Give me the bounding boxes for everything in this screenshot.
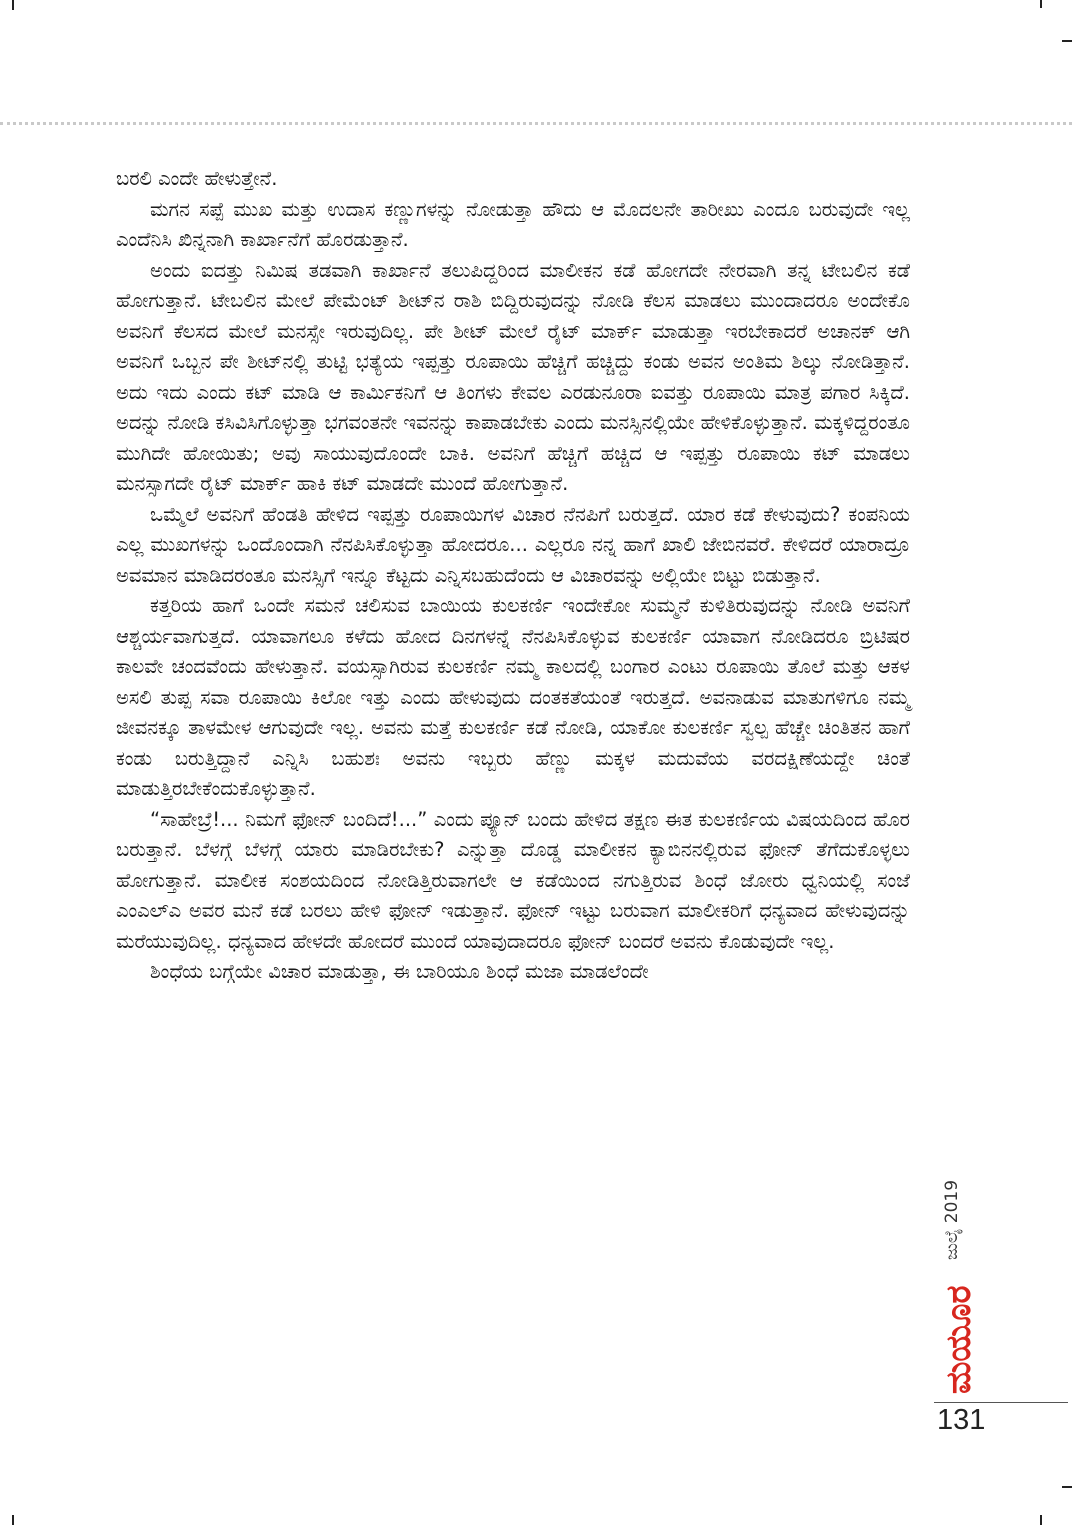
header-dotted-rule [0, 122, 1072, 125]
crop-mark-bottom-left [12, 1515, 14, 1525]
page-number: 131 [937, 1404, 986, 1436]
crop-mark-bottom-right-horizontal [1062, 1486, 1072, 1488]
paragraph: “ಸಾಹೇಬ್ರೆ!... ನಿಮಗೆ ಫೋನ್ ಬಂದಿದೆ!...” ಎಂದು ಪ್ಯೂನ್ ಬಂದು ಹೇಳಿದ ತಕ್ಷಣ ಈತ ಕುಲಕರ್ಣಿಯ ವಿಷಯದಿಂದ ಹೊರ ಬರುತ್ತಾನೆ. ಬೆಳಗ್ಗೆ ಬೆಳಗ್ಗೆ ಯಾರು ಮಾಡಿರಬೇಕು? ಎನ್ನುತ್ತಾ ದೊಡ್ಡ ಮಾಲೀಕನ ಕ್ಯಾಬಿನನಲ್ಲಿರುವ ಫೋನ್ ತೆಗೆದುಕೊಳ್ಳಲು ಹೋಗುತ್ತಾನೆ. ಮಾಲೀಕ ಸಂಶಯದಿಂದ ನೋಡಿತ್ತಿರುವಾಗಲೇ ಆ ಕಡೆಯಿಂದ ನಗುತ್ತಿರುವ ಶಿಂಧೆ ಜೋರು ಧ್ವನಿಯಲ್ಲಿ ಸಂಜೆ ಎಂಎಲ್ಎ ಅವರ ಮನೆ ಕಡೆ ಬರಲು ಹೇಳಿ ಫೋನ್ ಇಡುತ್ತಾನೆ. ಫೋನ್ ಇಟ್ಟು ಬರುವಾಗ ಮಾಲೀಕರಿಗೆ ಧನ್ಯವಾದ ಹೇಳುವುದನ್ನು ಮರೆಯುವುದಿಲ್ಲ. ಧನ್ಯವಾದ ಹೇಳದೇ ಹೋದರೆ ಮುಂದೆ ಯಾವುದಾದರೂ ಫೋನ್ ಬಂದರೆ ಅವನು ಕೊಡುವುದೇ ಇಲ್ಲ. [116, 807, 910, 953]
page-sidebar [928, 1110, 990, 1400]
article-body [116, 164, 910, 988]
issue-date: ಜುಲೈ 2019 [942, 1179, 962, 1260]
page-number-rule [934, 1402, 1068, 1403]
paragraph: ಅಂದು ಐದತ್ತು ನಿಮಿಷ ತಡವಾಗಿ ಕಾರ್ಖಾನೆ ತಲುಪಿದ್ದರಿಂದ ಮಾಲೀಕನ ಕಡೆ ಹೋಗದೇ ನೇರವಾಗಿ ತನ್ನ ಟೇಬಲಿನ ಕಡೆ ಹೋಗುತ್ತಾನೆ. ಟೇಬಲಿನ ಮೇಲೆ ಪೇಮೆಂಟ್ ಶೀಟ್‌ನ ರಾಶಿ ಬಿದ್ದಿರುವುದನ್ನು ನೋಡಿ ಕೆಲಸ ಮಾಡಲು ಮುಂದಾದರೂ ಅಂದೇಕೊ ಅವನಿಗೆ ಕೆಲಸದ ಮೇಲೆ ಮನಸ್ಸೇ ಇರುವುದಿಲ್ಲ. ಪೇ ಶೀಟ್ ಮೇಲೆ ರೈಟ್ ಮಾರ್ಕ್ ಮಾಡುತ್ತಾ ಇರಬೇಕಾದರೆ ಅಚಾನಕ್ ಆಗಿ ಅವನಿಗೆ ಒಬ್ಬನ ಪೇ ಶೀಟ್‌ನಲ್ಲಿ ತುಟ್ಟಿ ಭತ್ಯೆಯ ಇಪ್ಪತ್ತು ರೂಪಾಯಿ ಹೆಚ್ಚಿಗೆ ಹಚ್ಚಿದ್ದು ಕಂಡು ಅವನ ಅಂತಿಮ ಶಿಲ್ಕು ನೋಡಿತ್ತಾನೆ. ಅದು ಇದು ಎಂದು ಕಟ್ ಮಾಡಿ ಆ ಕಾರ್ಮಿಕನಿಗೆ ಆ ತಿಂಗಳು ಕೇವಲ ಎರಡುನೂರಾ ಐವತ್ತು ರೂಪಾಯಿ ಮಾತ್ರ ಪಗಾರ ಸಿಕ್ಕಿದೆ. ಅದನ್ನು ನೋಡಿ ಕಸಿವಿಸಿಗೊಳ್ಳುತ್ತಾ ಭಗವಂತನೇ ಇವನನ್ನು ಕಾಪಾಡಬೇಕು ಎಂದು ಮನಸ್ಸಿನಲ್ಲಿಯೇ ಹೇಳಿಕೊಳ್ಳುತ್ತಾನೆ. ಮಕ್ಕಳಿದ್ದರಂತೂ ಮುಗಿದೇ ಹೋಯಿತು; ಅವು ಸಾಯುವುದೊಂದೇ ಬಾಕಿ. ಅವನಿಗೆ ಹೆಚ್ಚಿಗೆ ಹಚ್ಚಿದ ಆ ಇಪ್ಪತ್ತು ರೂಪಾಯಿ ಕಟ್ ಮಾಡಲು ಮನಸ್ಸಾಗದೇ ರೈಟ್ ಮಾರ್ಕ್ ಹಾಕಿ ಕಟ್ ಮಾಡದೇ ಮುಂದೆ ಹೋಗುತ್ತಾನೆ. [116, 258, 910, 495]
crop-mark-bottom-right-vertical [1040, 1515, 1042, 1525]
crop-mark-top-right-horizontal [1062, 40, 1072, 42]
paragraph: ಕತ್ತರಿಯ ಹಾಗೆ ಒಂದೇ ಸಮನೆ ಚಲಿಸುವ ಬಾಯಿಯ ಕುಲಕರ್ಣಿ ಇಂದೇಕೋ ಸುಮ್ಮನೆ ಕುಳಿತಿರುವುದನ್ನು ನೋಡಿ ಅವನಿಗೆ ಆಶ್ಚರ್ಯವಾಗುತ್ತದೆ. ಯಾವಾಗಲೂ ಕಳೆದು ಹೋದ ದಿನಗಳನ್ನೆ ನೆನಪಿಸಿಕೊಳ್ಳುವ ಕುಲಕರ್ಣಿ ಯಾವಾಗ ನೋಡಿದರೂ ಬ್ರಿಟಿಷರ ಕಾಲವೇ ಚಂದವೆಂದು ಹೇಳುತ್ತಾನೆ. ವಯಸ್ಸಾಗಿರುವ ಕುಲಕರ್ಣಿ ನಮ್ಮ ಕಾಲದಲ್ಲಿ ಬಂಗಾರ ಎಂಟು ರೂಪಾಯಿ ತೊಲೆ ಮತ್ತು ಆಕಳ ಅಸಲಿ ತುಪ್ಪ ಸವಾ ರೂಪಾಯಿ ಕಿಲೋ ಇತ್ತು ಎಂದು ಹೇಳುವುದು ದಂತಕತೆಯಂತೆ ಇರುತ್ತದೆ. ಅವನಾಡುವ ಮಾತುಗಳಿಗೂ ನಮ್ಮ ಜೀವನಕ್ಕೂ ತಾಳಮೇಳ ಆಗುವುದೇ ಇಲ್ಲ. ಅವನು ಮತ್ತೆ ಕುಲಕರ್ಣಿ ಕಡೆ ನೋಡಿ, ಯಾಕೋ ಕುಲಕರ್ಣಿ ಸ್ವಲ್ಪ ಹೆಚ್ಚೇ ಚಿಂತಿತನ ಹಾಗೆ ಕಂಡು ಬರುತ್ತಿದ್ದಾನೆ ಎನ್ನಿಸಿ ಬಹುಶಃ ಅವನು ಇಬ್ಬರು ಹೆಣ್ಣು ಮಕ್ಕಳ ಮದುವೆಯ ವರದಕ್ಷಿಣೆಯದ್ದೇ ಚಿಂತೆ ಮಾಡುತ್ತಿರಬೇಕೆಂದುಕೊಳ್ಳುತ್ತಾನೆ. [116, 594, 910, 800]
paragraph: ಶಿಂಧೆಯ ಬಗ್ಗೆಯೇ ವಿಚಾರ ಮಾಡುತ್ತಾ, ಈ ಬಾರಿಯೂ ಶಿಂಧೆ ಮಜಾ ಮಾಡಲೆಂದೇ [150, 960, 649, 983]
paragraph: ಮಗನ ಸಪ್ಪೆ ಮುಖ ಮತ್ತು ಉದಾಸ ಕಣ್ಣುಗಳನ್ನು ನೋಡುತ್ತಾ ಹೌದು ಆ ಮೊದಲನೇ ತಾರೀಖು ಎಂದೂ ಬರುವುದೇ ಇಲ್ಲ ಎಂದೆನಿಸಿ ಖಿನ್ನನಾಗಿ ಕಾರ್ಖಾನೆಗೆ ಹೊರಡುತ್ತಾನೆ. [116, 197, 910, 251]
crop-mark-top-right-vertical [1040, 0, 1042, 8]
magazine-logo: ಮಯೂರ [939, 1285, 979, 1395]
paragraph: ಒಮ್ಮೆಲೆ ಅವನಿಗೆ ಹೆಂಡತಿ ಹೇಳಿದ ಇಪ್ಪತ್ತು ರೂಪಾಯಿಗಳ ವಿಚಾರ ನೆನಪಿಗೆ ಬರುತ್ತದೆ. ಯಾರ ಕಡೆ ಕೇಳುವುದು? ಕಂಪನಿಯ ಎಲ್ಲ ಮುಖಗಳನ್ನು ಒಂದೊಂದಾಗಿ ನೆನಪಿಸಿಕೊಳ್ಳುತ್ತಾ ಹೋದರೂ... ಎಲ್ಲರೂ ನನ್ನ ಹಾಗೆ ಖಾಲಿ ಜೇಬಿನವರೆ. ಕೇಳಿದರೆ ಯಾರಾದ್ರೂ ಅವಮಾನ ಮಾಡಿದರಂತೂ ಮನಸ್ಸಿಗೆ ಇನ್ನೂ ಕೆಟ್ಟದು ಎನ್ನಿಸಬಹುದೆಂದು ಆ ವಿಚಾರವನ್ನು ಅಲ್ಲಿಯೇ ಬಿಟ್ಟು ಬಿಡುತ್ತಾನೆ. [116, 502, 910, 587]
paragraph: ಬರಲಿ ಎಂದೇ ಹೇಳುತ್ತೇನೆ. [116, 167, 278, 190]
crop-mark-top-left [12, 0, 14, 10]
